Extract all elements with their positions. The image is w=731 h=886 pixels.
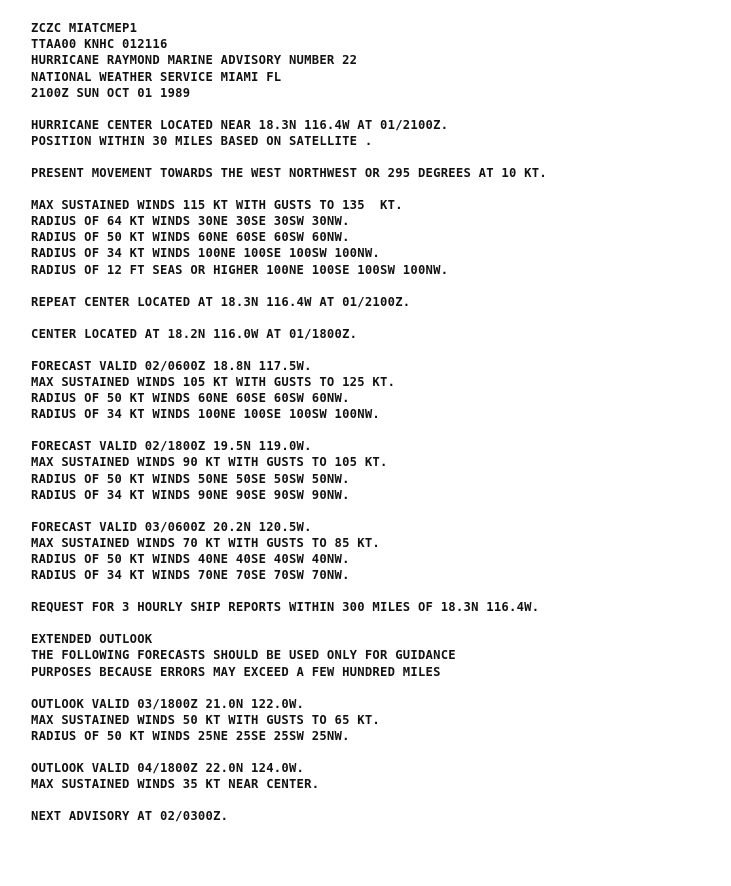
advisory-document	[31, 20, 721, 840]
text-line: EXTENDED OUTLOOK	[31, 632, 153, 647]
text-line: RADIUS OF 50 KT WINDS 50NE 50SE 50SW 50NW.	[31, 471, 350, 486]
outlook-block-1	[31, 696, 721, 745]
advisory-title: HURRICANE RAYMOND MARINE ADVISORY NUMBER 22	[31, 53, 358, 68]
text-line: PURPOSES BECAUSE ERRORS MAY EXCEED A FEW HUNDRED MILES	[31, 664, 441, 679]
repeat-center-block	[31, 294, 721, 310]
text-line: MAX SUSTAINED WINDS 90 KT WITH GUSTS TO 105 KT.	[31, 455, 388, 470]
text-line: CENTER LOCATED AT 18.2N 116.0W AT 01/1800Z.	[31, 326, 358, 341]
forecast-block-1	[31, 358, 721, 423]
text-line: RADIUS OF 50 KT WINDS 60NE 60SE 60SW 60NW.	[31, 390, 350, 405]
movement-block	[31, 165, 721, 181]
ship-reports-block	[31, 599, 721, 615]
text-line: MAX SUSTAINED WINDS 115 KT WITH GUSTS TO 135 KT.	[31, 197, 403, 212]
text-line: MAX SUSTAINED WINDS 70 KT WITH GUSTS TO 85 KT.	[31, 535, 381, 550]
text-line: RADIUS OF 50 KT WINDS 25NE 25SE 25SW 25NW.	[31, 728, 350, 743]
forecast-block-3	[31, 519, 721, 584]
prior-center-block	[31, 326, 721, 342]
issuing-office: NATIONAL WEATHER SERVICE MIAMI FL	[31, 69, 282, 84]
forecast-block-2	[31, 438, 721, 503]
text-line: MAX SUSTAINED WINDS 105 KT WITH GUSTS TO 125 KT.	[31, 374, 396, 389]
text-line: HURRICANE CENTER LOCATED NEAR 18.3N 116.4W AT 01/2100Z.	[31, 117, 449, 132]
text-line: OUTLOOK VALID 03/1800Z 21.0N 122.0W.	[31, 696, 305, 711]
text-line: OUTLOOK VALID 04/1800Z 22.0N 124.0W.	[31, 760, 305, 775]
wind-radii-block	[31, 197, 721, 278]
text-line: REPEAT CENTER LOCATED AT 18.3N 116.4W AT 01/2100Z.	[31, 294, 411, 309]
wmo-header: TTAA00 KNHC 012116	[31, 37, 168, 52]
header-block	[31, 20, 721, 101]
text-line: RADIUS OF 12 FT SEAS OR HIGHER 100NE 100SE 100SW 100NW.	[31, 262, 449, 277]
text-line: MAX SUSTAINED WINDS 50 KT WITH GUSTS TO 65 KT.	[31, 712, 381, 727]
text-line: RADIUS OF 34 KT WINDS 70NE 70SE 70SW 70NW.	[31, 568, 350, 583]
text-line: MAX SUSTAINED WINDS 35 KT NEAR CENTER.	[31, 777, 320, 792]
text-line: RADIUS OF 50 KT WINDS 40NE 40SE 40SW 40NW.	[31, 552, 350, 567]
text-line: RADIUS OF 64 KT WINDS 30NE 30SE 30SW 30NW.	[31, 214, 350, 229]
text-line: RADIUS OF 34 KT WINDS 100NE 100SE 100SW 100NW.	[31, 407, 381, 422]
text-line: POSITION WITHIN 30 MILES BASED ON SATELLITE .	[31, 133, 373, 148]
text-line: RADIUS OF 34 KT WINDS 90NE 90SE 90SW 90NW.	[31, 487, 350, 502]
next-advisory-block	[31, 808, 721, 824]
text-line: PRESENT MOVEMENT TOWARDS THE WEST NORTHWEST OR 295 DEGREES AT 10 KT.	[31, 165, 547, 180]
text-line: FORECAST VALID 03/0600Z 20.2N 120.5W.	[31, 519, 312, 534]
text-line: THE FOLLOWING FORECASTS SHOULD BE USED ONLY FOR GUIDANCE	[31, 648, 456, 663]
text-line: REQUEST FOR 3 HOURLY SHIP REPORTS WITHIN 300 MILES OF 18.3N 116.4W.	[31, 600, 540, 615]
text-line: RADIUS OF 50 KT WINDS 60NE 60SE 60SW 60NW.	[31, 230, 350, 245]
center-location-block	[31, 117, 721, 149]
bulletin-id: ZCZC MIATCMEP1	[31, 21, 138, 35]
outlook-block-2	[31, 760, 721, 792]
text-line: RADIUS OF 34 KT WINDS 100NE 100SE 100SW 100NW.	[31, 246, 381, 261]
issue-time: 2100Z SUN OCT 01 1989	[31, 85, 191, 100]
text-line: NEXT ADVISORY AT 02/0300Z.	[31, 809, 229, 824]
extended-outlook-block	[31, 631, 721, 680]
text-line: FORECAST VALID 02/1800Z 19.5N 119.0W.	[31, 439, 312, 454]
text-line: FORECAST VALID 02/0600Z 18.8N 117.5W.	[31, 358, 312, 373]
